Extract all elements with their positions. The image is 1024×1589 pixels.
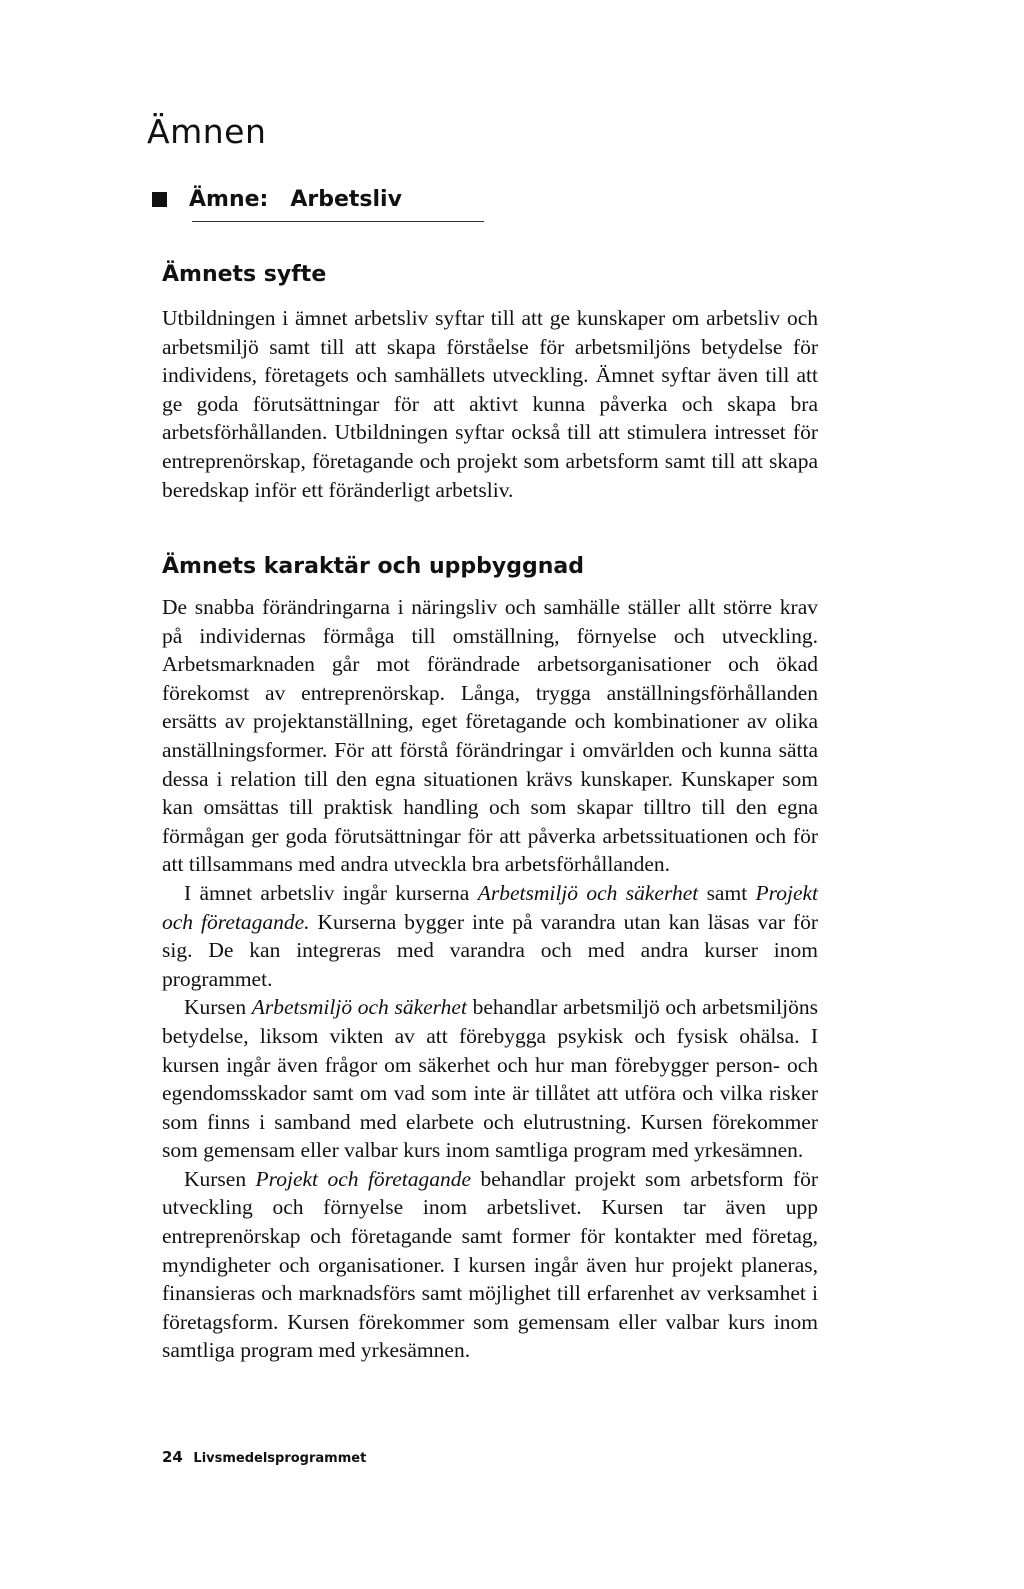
text-span: Kursen <box>184 1166 256 1191</box>
text-span: behandlar projekt som arbetsform för utveckling och förnyelse inom arbetslivet. Kursen tar även upp entreprenörskap och företagande samt former för kontakter med företag, myndigheter och organisationer. I kursen ingår även hur projekt planeras, finansieras och marknadsförs samt möjlighet till erfarenhet av verksamhet i företagsform. Kursen förekommer som gemensam eller valbar kurs inom samtliga program med yrkesämnen. <box>162 1166 818 1363</box>
paragraph-karaktar-2 <box>162 879 818 993</box>
text-span: Kursen <box>184 995 252 1020</box>
course-name-arbetsmiljo: Arbetsmiljö och säkerhet <box>477 880 699 905</box>
heading-divider <box>192 221 484 222</box>
text-span: behandlar arbetsmiljö och arbetsmiljöns betydelse, liksom vikten av att förebygga psykisk och fysisk ohälsa. I kursen ingår även frågor om säkerhet och hur man förebygger person- och egendomsskador samt om vad som inte är tillåtet att utföra och vilka risker som finns i samband med elarbete och elutrustning. Kursen förekommer som gemensam eller valbar kurs inom samtliga program med yrkesämnen. <box>162 995 818 1163</box>
section-body-syfte <box>162 304 818 504</box>
page-number: 24 <box>162 1448 183 1466</box>
text-span: I ämnet arbetsliv ingår kurserna <box>184 880 478 905</box>
section-heading-karaktar: Ämnets karaktär och uppbyggnad <box>162 554 584 579</box>
subject-label: Ämne: <box>189 187 269 212</box>
paragraph-karaktar-4 <box>162 1165 818 1365</box>
text-span: samt <box>698 880 756 905</box>
paragraph-karaktar-3 <box>162 993 818 1165</box>
paragraph-karaktar-1: De snabba förändringarna i näringsliv och samhälle ställer allt större krav på individernas förmåga till omställning, förnyelse och utveckling. Arbetsmarknaden går mot förändrade arbetsorganisationer och ökad förekomst av entreprenörskap. Långa, trygga anställningsförhållanden ersätts av projektanställning, eget företagande och kombinationer av olika anställningsformer. För att förstå förändringar i omvärlden och kunna sätta dessa i relation till den egna situationen krävs kunskaper. Kunskaper som kan omsättas till praktisk handling och som skapar tilltro till den egna förmågan ger goda förutsättningar för att påverka arbetssituationen och för att tillsammans med andra utveckla bra arbetsförhållanden. <box>162 595 818 877</box>
square-bullet-icon <box>152 192 167 207</box>
page-title: Ämnen <box>147 112 267 151</box>
subject-name: Arbetsliv <box>290 187 402 212</box>
program-name: Livsmedelsprogrammet <box>193 1451 367 1466</box>
course-name-arbetsmiljo: Arbetsmiljö och säkerhet <box>251 995 467 1020</box>
paragraph-syfte: Utbildningen i ämnet arbetsliv syftar till att ge kunskaper om arbetsliv och arbetsmiljö samt till att skapa förståelse för arbetsmiljöns betydelse för individens, företagets och samhällets utveckling. Ämnet syftar även till att ge goda förutsättningar för att aktivt kunna påverka och skapa bra arbetsförhållanden. Utbildningen syftar också till att stimulera intresset för entreprenörskap, företagande och projekt som arbetsform samt till att skapa beredskap inför ett föränderligt arbetsliv. <box>162 306 818 502</box>
section-body-karaktar <box>162 593 818 1365</box>
text-span: Kurserna bygger inte på varandra utan kan läsas var för sig. De kan integreras med varandra och med andra kurser inom programmet. <box>162 909 818 991</box>
section-heading-syfte: Ämnets syfte <box>162 262 327 287</box>
page-footer <box>162 1448 366 1466</box>
subject-heading <box>152 187 402 212</box>
course-name-projekt: Projekt och företagande <box>255 1166 472 1191</box>
course-name-projekt: Projekt och företagande. <box>162 880 819 934</box>
